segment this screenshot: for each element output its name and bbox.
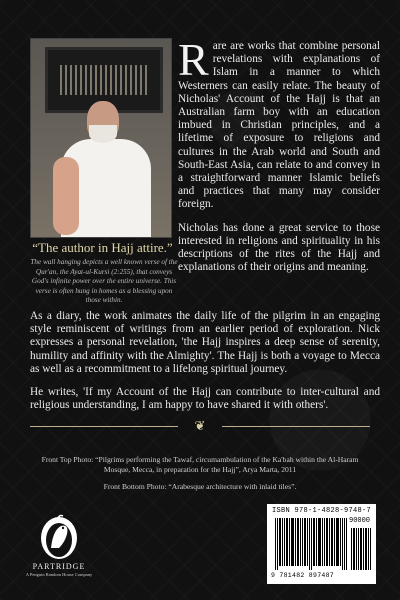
isbn-digits: 9 781482 897487 xyxy=(271,572,335,579)
photo-caption-title: “The author in Hajj attire.” xyxy=(32,240,173,255)
ornament-divider xyxy=(0,419,400,433)
front-top-photo-credit: Front Top Photo: “Pilgrims performing the Tawaf, circumambulation of the Ka'bah within the Al-Haram Mosque, Mecca, in preparation for the Hajj”, Arya Marta, 2011 xyxy=(41,455,359,474)
blurb-column xyxy=(178,34,380,284)
publisher-logo xyxy=(22,508,96,577)
price-barcode-bars xyxy=(351,528,371,570)
barcode-bars xyxy=(275,518,347,570)
blurb-paragraph-2: Nicholas has done a great service to those interested in religions and spirituality in his descriptions of the rites of the Hajj and explanations of their origins and meaning. xyxy=(178,221,380,274)
front-bottom-photo-credit: Front Bottom Photo: “Arabesque architecture with inlaid tiles”. xyxy=(103,482,297,491)
publisher-name: PARTRIDGE xyxy=(32,562,86,571)
blurb-wide xyxy=(30,310,380,422)
blurb-paragraph-1: Rare are works that combine personal revelations with explanations of Islam in a manner to which Westerners can easily relate. The beauty of Nicholas' Account of the Hajj is that an Australian farm boy with an education imbued in Christian principles, and a lifetime of exposure to religions and cultures in the Arab world and South and South-East Asia, can relate to and convey in a straightforward manner Islamic beliefs and practices that many may consider foreign. xyxy=(178,34,380,211)
drop-cap: R xyxy=(178,34,209,85)
partridge-bird-icon xyxy=(37,508,81,560)
ornament-icon: ❦ xyxy=(194,418,206,433)
publisher-tagline: A Penguin Random House Company xyxy=(25,572,93,577)
isbn-barcode xyxy=(267,504,376,584)
price-code: 90000 xyxy=(349,517,371,525)
blurb-paragraph-4: He writes, 'If my Account of the Hajj can contribute to inter-cultural and religious understanding, I am happy to have shared it with others'. xyxy=(30,386,380,412)
photo-caption-body: The wall hanging depicts a well known verse of the Qur'an, the Ayat-ul-Kursi (2:255), that conveys God's infinite power over the entire universe. This verse is often hung in homes as a blessing upon those within. xyxy=(30,258,178,304)
isbn-label: ISBN 978-1-4828-9748-7 xyxy=(271,507,371,515)
author-photo xyxy=(30,38,172,238)
blurb-paragraph-3: As a diary, the work animates the daily life of the pilgrim in an engaging style reminiscent of writings from an earlier period of exploration. Nick expresses a personal revelation, 'the Hajj inspires a deep sense of serenity, humility and affinity with the Almighty'. The Hajj is both a voyage to Mecca as well as a recommitment to a lifelong spiritual journey. xyxy=(30,310,380,375)
